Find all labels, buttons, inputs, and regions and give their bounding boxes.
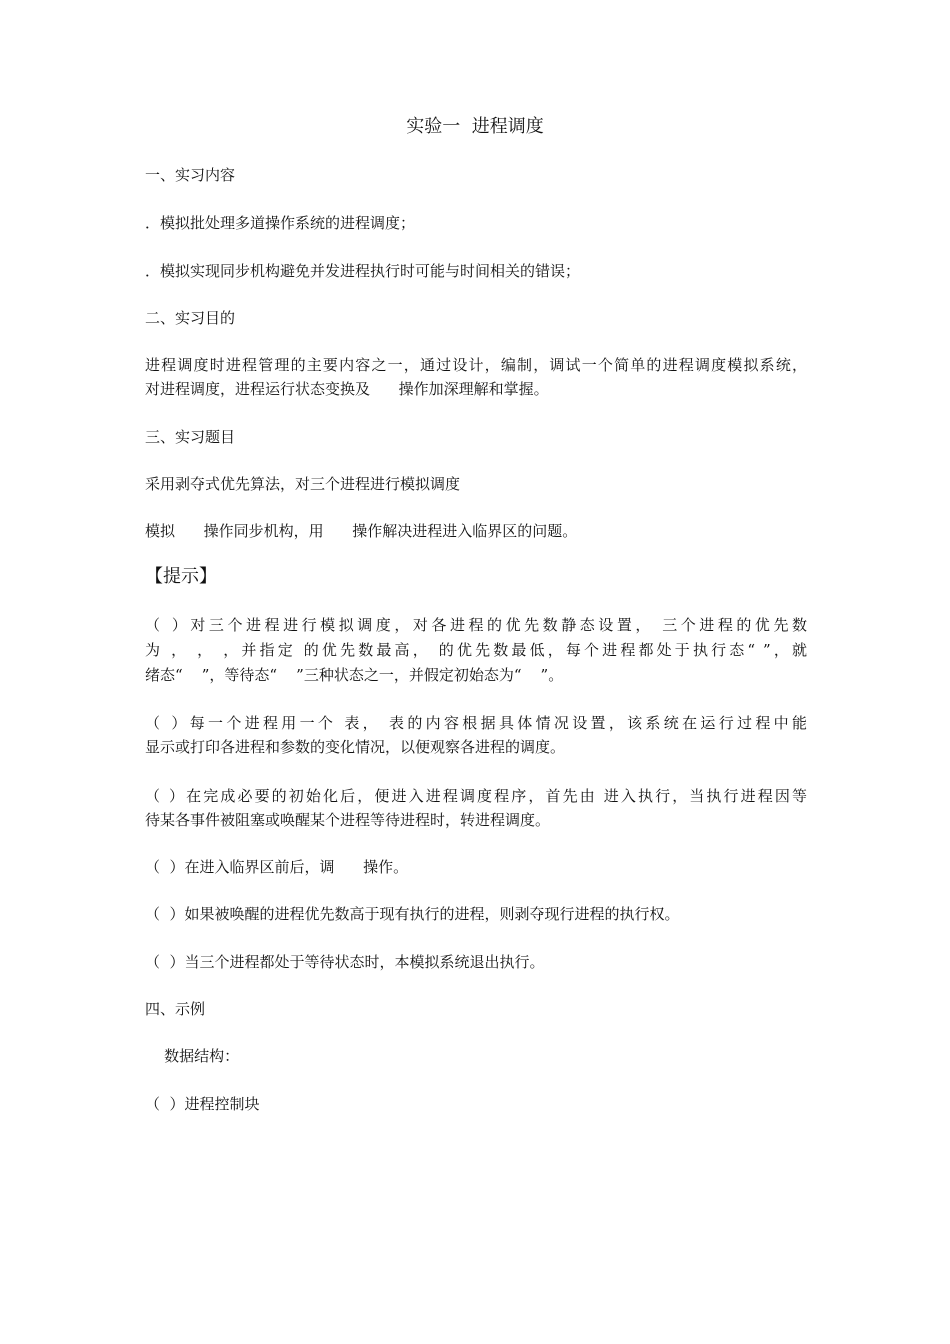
example-item-1: （ ）进程控制块 bbox=[145, 1095, 260, 1113]
tip-6: （ ）当三个进程都处于等待状态时，本模拟系统退出执行。 bbox=[145, 953, 545, 971]
purpose-paragraph-line-1: 进程调度时进程管理的主要内容之一，通过设计，编制，调试一个简单的进程调度模拟系统， bbox=[145, 356, 807, 374]
document-title: 实验一 进程调度 bbox=[406, 116, 544, 137]
tips-heading: 【提示】 bbox=[145, 566, 217, 587]
tip-1-line-1: （ ）对三个进程进行模拟调度，对各进程的优先数静态设置， 三个进程的优先数 bbox=[145, 616, 807, 634]
tip-3-line-2: 待某各事件被阻塞或唤醒某个进程等待进程时，转进程调度。 bbox=[145, 811, 551, 829]
tip-1-line-3: 绪态“ ”，等待态“ ”三种状态之一，并假定初始态为“ ”。 bbox=[145, 666, 564, 684]
content-item-1: ．模拟批处理多道操作系统的进程调度； bbox=[145, 214, 416, 232]
tip-2-line-2: 显示或打印各进程和参数的变化情况，以便观察各进程的调度。 bbox=[145, 738, 566, 756]
topic-line-2: 模拟 操作同步机构，用 操作解决进程进入临界区的问题。 bbox=[145, 522, 578, 540]
tip-4: （ ）在进入临界区前后，调 操作。 bbox=[145, 858, 409, 876]
example-subheading: 数据结构： bbox=[145, 1047, 240, 1065]
tip-3-line-1: （ ）在完成必要的初始化后，便进入进程调度程序，首先由 进入执行，当执行进程因等 bbox=[145, 787, 807, 805]
section-heading-content: 一、实习内容 bbox=[145, 166, 236, 184]
topic-line-1: 采用剥夺式优先算法，对三个进程进行模拟调度 bbox=[145, 475, 461, 493]
tip-1-line-2: 为 ， ， ，并指定 的优先数最高， 的优先数最低，每个进程都处于执行态“ ”，就 bbox=[145, 641, 807, 659]
section-heading-purpose: 二、实习目的 bbox=[145, 309, 236, 327]
section-heading-topic: 三、实习题目 bbox=[145, 428, 236, 446]
tip-2-line-1: （ ）每一个进程用一个 表， 表的内容根据具体情况设置，该系统在运行过程中能 bbox=[145, 714, 807, 732]
tip-5: （ ）如果被唤醒的进程优先数高于现有执行的进程，则剥夺现行进程的执行权。 bbox=[145, 905, 680, 923]
content-item-2: ．模拟实现同步机构避免并发进程执行时可能与时间相关的错误； bbox=[145, 262, 581, 280]
purpose-paragraph-line-2: 对进程调度，进程运行状态变换及 操作加深理解和掌握。 bbox=[145, 380, 549, 398]
section-heading-example: 四、示例 bbox=[145, 1000, 206, 1018]
